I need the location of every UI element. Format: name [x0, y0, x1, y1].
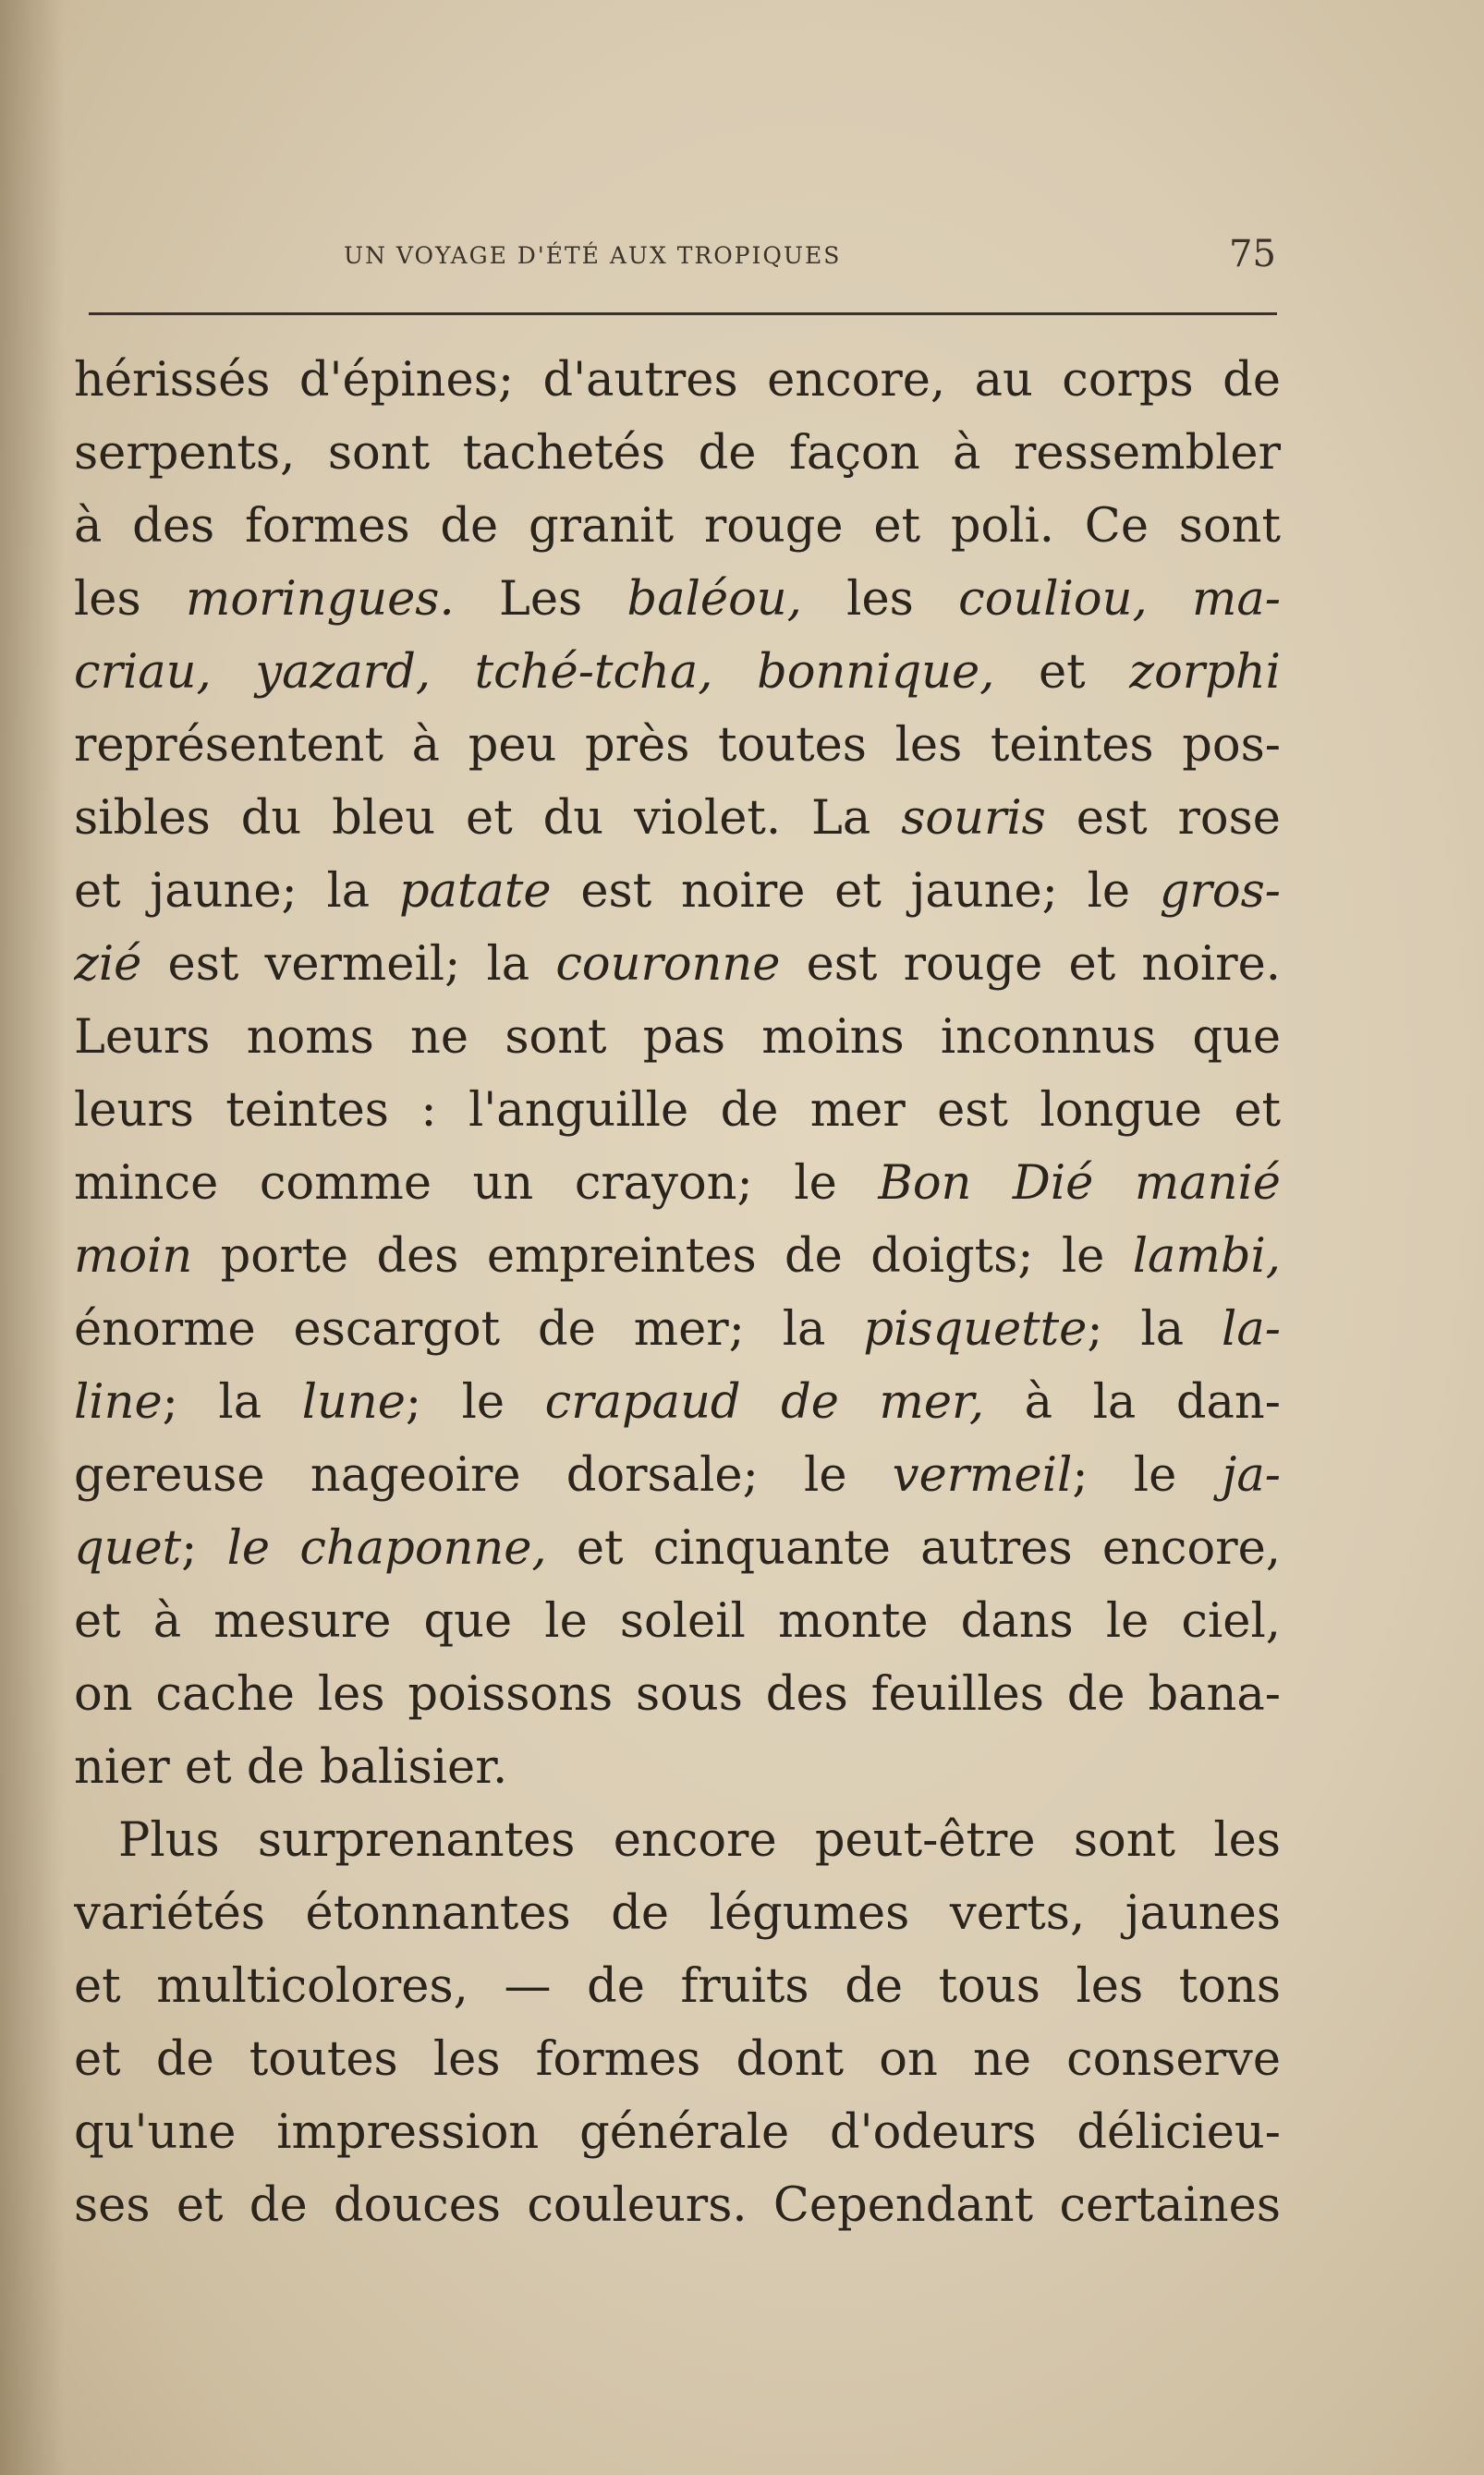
text-line: Leurs noms ne sont pas moins inconnus que	[74, 1010, 1281, 1065]
text-line: qu'une impression générale d'odeurs délicieu-	[74, 2105, 1281, 2160]
text-line: et de toutes les formes dont on ne conserve	[74, 2032, 1281, 2087]
text-line: représentent à peu près toutes les teintes pos-	[74, 718, 1281, 773]
text-line: leurs teintes : l'anguille de mer est longue et	[74, 1083, 1281, 1138]
body-text	[74, 344, 1281, 2242]
text-line: et à mesure que le soleil monte dans le ciel,	[74, 1594, 1281, 1649]
text-line: gereuse nageoire dorsale; le vermeil; le ja-	[74, 1448, 1281, 1503]
text-line: moin porte des empreintes de doigts; le lambi,	[74, 1229, 1281, 1284]
text-line: criau, yazard, tché-tcha, bonnique, et zorphi	[74, 645, 1281, 700]
text-line: à des formes de granit rouge et poli. Ce sont	[74, 499, 1281, 554]
page-number: 75	[1229, 233, 1276, 275]
text-line: et multicolores, — de fruits de tous les tons	[74, 1959, 1281, 2014]
text-line: et jaune; la patate est noire et jaune; le gros-	[74, 864, 1281, 919]
running-head: UN VOYAGE D'ÉTÉ AUX TROPIQUES	[344, 242, 842, 269]
text-line: ses et de douces couleurs. Cependant certaines	[74, 2178, 1281, 2233]
text-line: variétés étonnantes de légumes verts, jaunes	[74, 1886, 1281, 1941]
text-line: nier et de balisier.	[74, 1740, 508, 1795]
text-line: hérissés d'épines; d'autres encore, au corps de	[74, 353, 1281, 408]
text-line: énorme escargot de mer; la pisquette; la la-	[74, 1302, 1281, 1357]
text-line: zié est vermeil; la couronne est rouge et noire.	[74, 937, 1281, 992]
text-line: sibles du bleu et du violet. La souris est rose	[74, 791, 1281, 846]
text-line: les moringues. Les baléou, les couliou, ma-	[74, 572, 1281, 627]
spine-shadow	[0, 0, 65, 2475]
text-line: Plus surprenantes encore peut-être sont les	[118, 1813, 1281, 1868]
text-line: on cache les poissons sous des feuilles de bana-	[74, 1667, 1281, 1722]
text-line: quet; le chaponne, et cinquante autres encore,	[74, 1521, 1281, 1576]
text-line: mince comme un crayon; le Bon Dié manié	[74, 1156, 1281, 1211]
header-rule	[89, 312, 1277, 315]
text-line: line; la lune; le crapaud de mer, à la dan-	[74, 1375, 1281, 1430]
text-line: serpents, sont tachetés de façon à ressembler	[74, 426, 1281, 481]
